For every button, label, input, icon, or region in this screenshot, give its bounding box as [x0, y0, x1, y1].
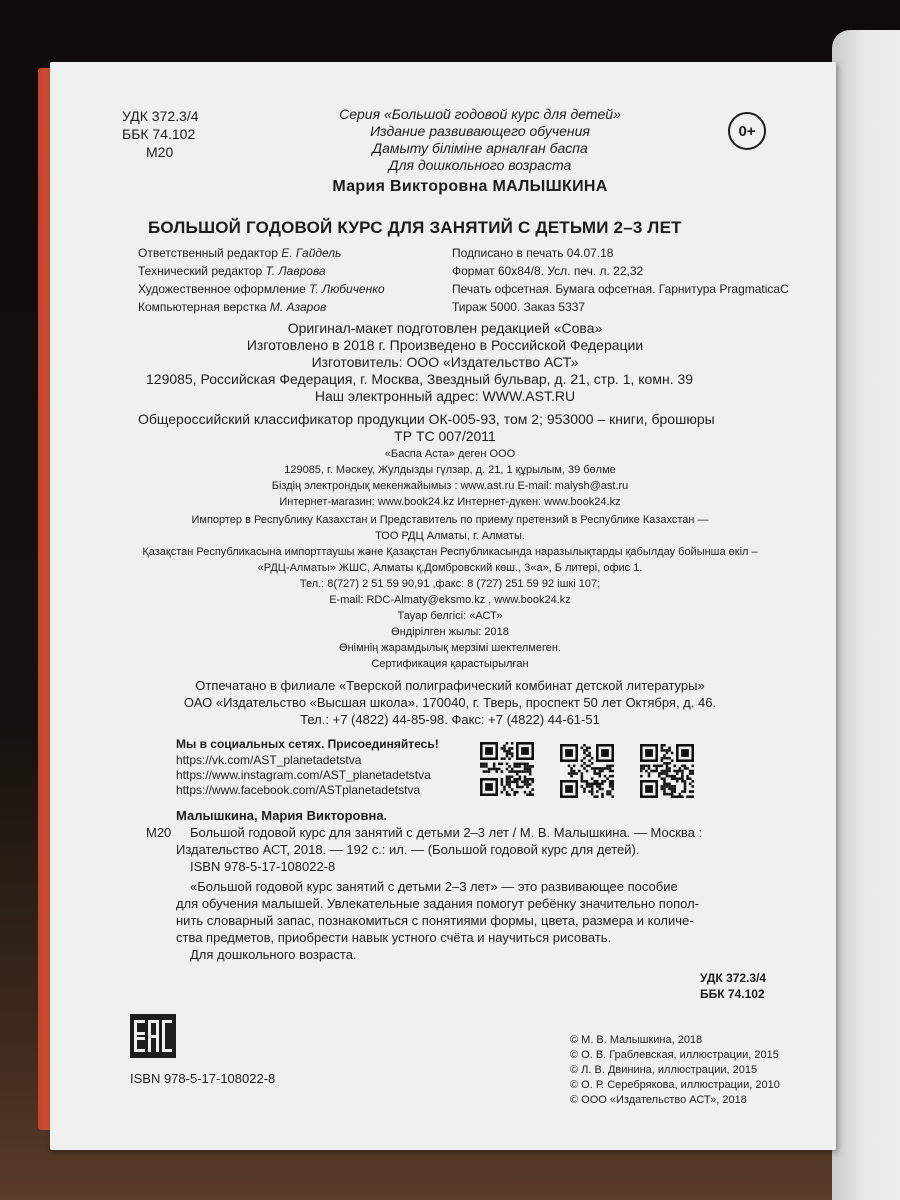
author-name: Мария Викторовна МАЛЫШКИНА [332, 178, 608, 195]
copyright-line: © М. В. Малышкина, 2018 [570, 1034, 703, 1046]
kazakh-line: Импортер в Республику Казахстан и Представитель по приему претензий в Республике Казахстан — [191, 514, 709, 526]
kazakh-line: Тауар белгісі: «АСТ» [397, 610, 503, 622]
annotation-line: ства предметов, приобрести навык устного счёта и научиться рисовать. [176, 930, 612, 945]
kazakh-line: ТОО РДЦ Алматы, г. Алматы. [375, 530, 525, 542]
biblio-isbn: ISBN 978-5-17-108022-8 [190, 859, 336, 874]
print-spec-line: Печать офсетная. Бумага офсетная. Гарнитура PragmaticaC [452, 282, 789, 296]
eac-mark-icon [130, 1014, 176, 1058]
imprint-line: Изготовлено в 2018 г. Произведено в Российской Федерации [246, 337, 644, 353]
annotation-line: нить словарный запас, познакомиться с понятиями формы, цвета, размера и количе- [176, 913, 694, 928]
biblio-bbk: ББК 74.102 [700, 987, 765, 1001]
credit-line: Художественное оформление Т. Любиченко [138, 282, 385, 296]
series-line: Для дошкольного возраста [388, 157, 572, 173]
credit-line: Ответственный редактор Е. Гайдель [138, 246, 342, 260]
copyright-line: © О. Р. Серебрякова, иллюстрации, 2010 [570, 1079, 780, 1091]
series-line: Издание развивающего обучения [370, 123, 590, 139]
kazakh-line: Сертификация қарастырылған [371, 658, 529, 670]
bbk-code: ББК 74.102 [122, 126, 196, 142]
qr-code-instagram [560, 744, 614, 798]
footer-isbn: ISBN 978-5-17-108022-8 [130, 1071, 276, 1086]
kazakh-line: Тел.: 8(727) 2 51 59 90,91 ,факс: 8 (727) 251 59 92 ішкі 107; [299, 578, 601, 590]
udk-code: УДК 372.3/4 [122, 108, 199, 124]
series-line: Дамыту біліміне арналған баспа [372, 140, 588, 156]
series-line: Серия «Большой годовой курс для детей» [339, 106, 621, 122]
social-link-facebook[interactable]: https://www.facebook.com/ASTplanetadetstva [176, 783, 421, 797]
copyright-line: © О. В. Граблевская, иллюстрации, 2015 [570, 1049, 779, 1061]
qr-code-vk [480, 742, 534, 796]
kazakh-line: Біздің электрондық мекенжайымыз : www.ast.ru E-mail: malysh@ast.ru [271, 480, 629, 492]
biblio-code: М20 [146, 825, 172, 840]
copyright-line: © Л. В. Двинина, иллюстрации, 2015 [570, 1064, 758, 1076]
imprint-page [50, 62, 836, 1150]
social-link-instagram[interactable]: https://www.instagram.com/AST_planetadetstva [176, 768, 431, 782]
book-title: БОЛЬШОЙ ГОДОВОЙ КУРС ДЛЯ ЗАНЯТИЙ С ДЕТЬМИ 2–3 ЛЕТ [148, 218, 682, 237]
imprint-line: 129085, Российская Федерация, г. Москва, Звездный бульвар, д. 21, стр. 1, комн. 39 [146, 371, 694, 387]
kazakh-line: 129085, г. Мәскеу, Жулдызды гүлзар, д. 21, 1 құрылым, 39 бөлме [284, 464, 616, 476]
imprint-line: Оригинал-макет подготовлен редакцией «Сова» [287, 320, 603, 336]
qr-code-facebook [640, 744, 694, 798]
print-spec-line: Формат 60х84/8. Усл. печ. л. 22,32 [452, 264, 644, 278]
kazakh-line: Интернет-магазин: www.book24.kz Интернет-дүкен: www.book24.kz [279, 496, 621, 508]
kazakh-line: Өнімнің жарамдылық мерзімі шектелмеген. [339, 642, 561, 654]
credit-line: Компьютерная верстка М. Азаров [138, 300, 327, 314]
printer-line: Отпечатано в филиале «Тверской полиграфический комбинат детской литературы» [195, 678, 705, 693]
kazakh-line: «РДЦ-Алматы» ЖШС, Алматы қ.Домбровский көш., 3«а», Б литері, офис 1. [257, 562, 643, 574]
annotation-line: для обучения малышей. Увлекательные задания помогут ребёнку значительно попол- [176, 896, 699, 911]
printer-line: ОАО «Издательство «Высшая школа». 170040, г. Тверь, проспект 50 лет Октября, д. 46. [183, 695, 717, 710]
kazakh-line: Өндірілген жылы: 2018 [391, 626, 509, 638]
age-rating-badge: 0+ [728, 112, 766, 150]
printer-line: Тел.: +7 (4822) 44-85-98. Факс: +7 (4822) 44-61-51 [300, 712, 600, 727]
biblio-udk: УДК 372.3/4 [700, 971, 767, 985]
biblio-author: Малышкина, Мария Викторовна. [176, 808, 388, 823]
print-spec-line: Тираж 5000. Заказ 5337 [452, 300, 586, 314]
credit-line: Технический редактор Т. Лаврова [138, 264, 326, 278]
print-spec-line: Подписано в печать 04.07.18 [452, 246, 614, 260]
author-sign-code: М20 [146, 144, 174, 160]
kazakh-line: E-mail: RDC-Almaty@eksmo.kz , www.book24.kz [329, 594, 571, 606]
next-page-edge [832, 30, 900, 1200]
classifier-line: ТР ТС 007/2011 [394, 428, 496, 444]
imprint-line: Изготовитель: ООО «Издательство АСТ» [311, 354, 579, 370]
imprint-line: Наш электронный адрес: WWW.AST.RU [314, 388, 576, 404]
biblio-line: Большой годовой курс для занятий с детьми 2–3 лет / М. В. Малышкина. — Москва : [190, 825, 703, 840]
kazakh-line: «Баспа Аста» деген ООО [384, 448, 516, 460]
biblio-line: Издательство АСТ, 2018. — 192 с.: ил. — (Большой годовой курс для детей). [176, 842, 640, 857]
copyright-line: © ООО «Издательство АСТ», 2018 [570, 1094, 747, 1106]
social-heading: Мы в социальных сетях. Присоединяйтесь! [176, 737, 439, 751]
annotation-line: «Большой годовой курс занятий с детьми 2–3 лет» — это развивающее пособие [190, 879, 678, 894]
kazakh-line: Қазақстан Республикасына импорттаушы және Қазақстан Республикасында наразылықтарды қабылдау бойынша өкіл – [142, 546, 758, 558]
classifier-line: Общероссийский классификатор продукции ОК-005-93, том 2; 953000 – книги, брошюры [138, 411, 715, 427]
annotation-line: Для дошкольного возраста. [190, 947, 357, 962]
social-link-vk[interactable]: https://vk.com/AST_planetadetstva [176, 753, 362, 767]
